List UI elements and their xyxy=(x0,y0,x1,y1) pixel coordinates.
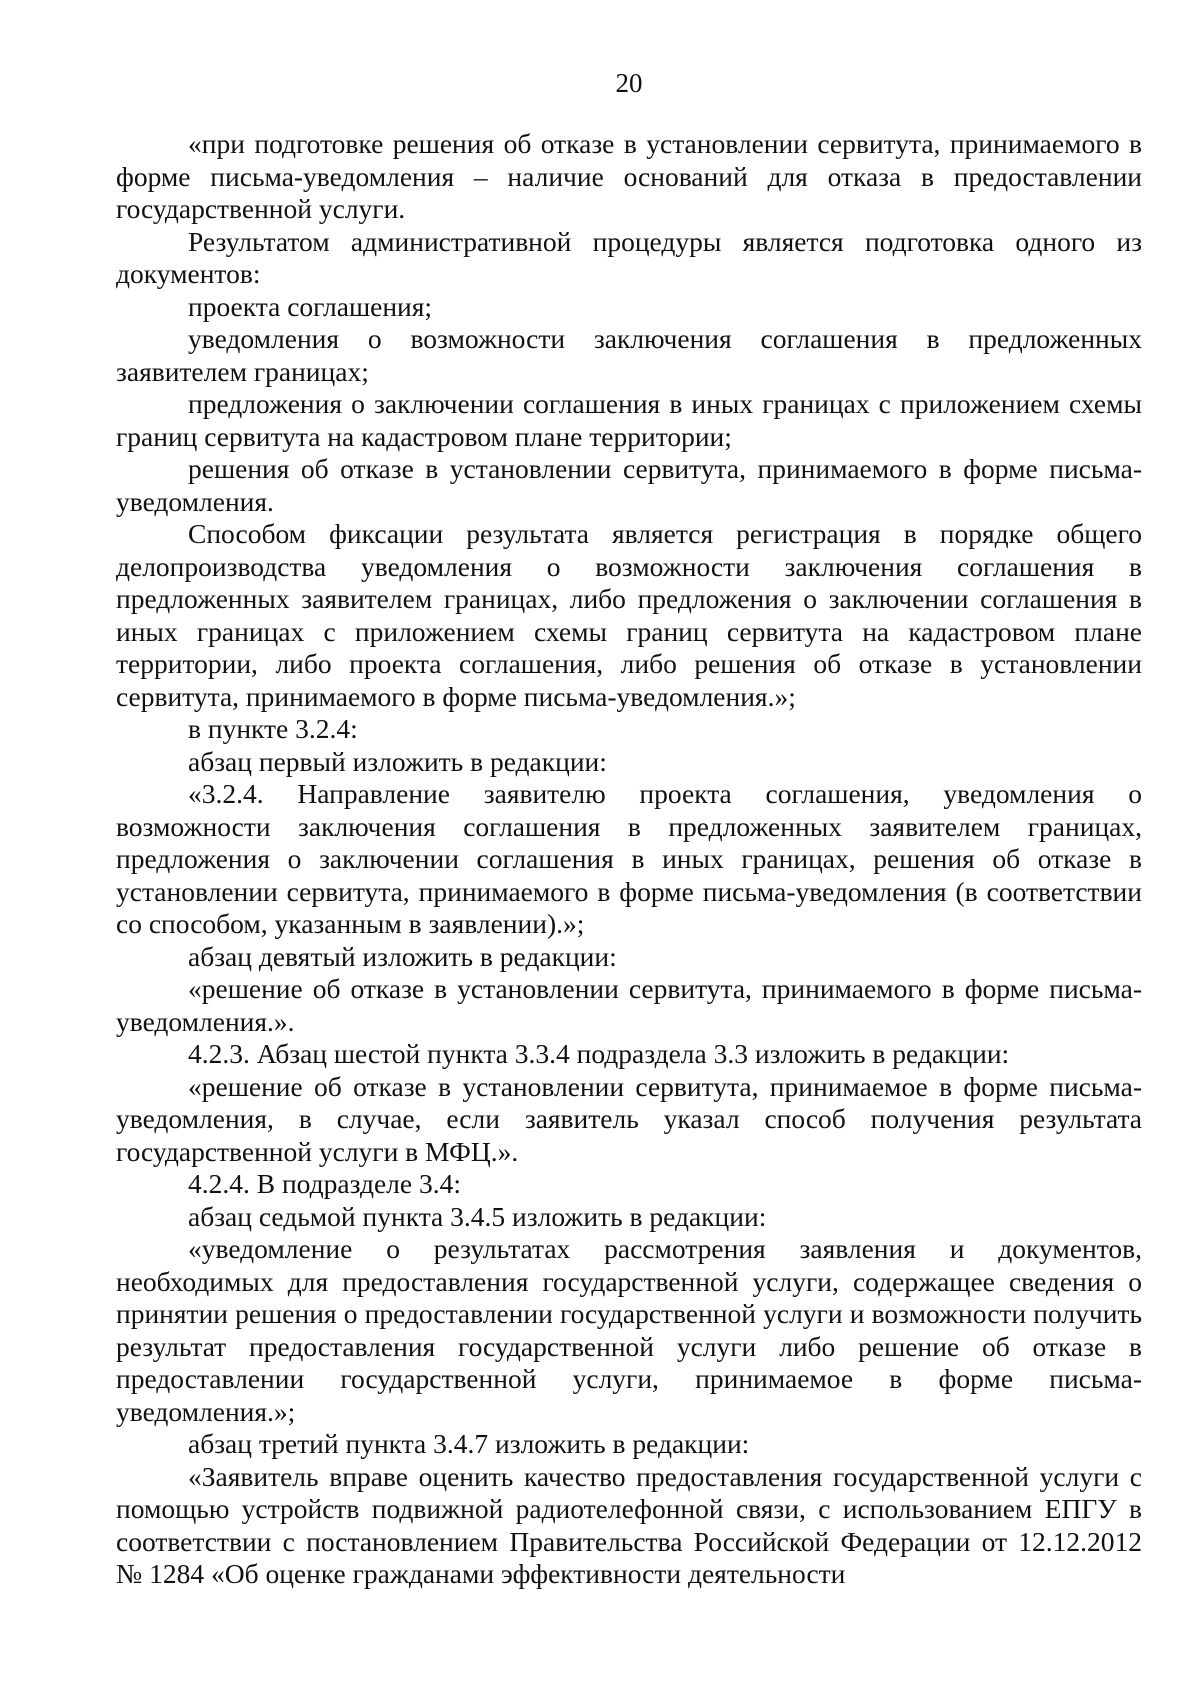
paragraph: решения об отказе в установлении сервитута, принимаемого в форме письма-уведомления. xyxy=(116,453,1142,517)
document-page xyxy=(116,68,1142,1591)
paragraph: абзац первый изложить в редакции: xyxy=(188,745,607,777)
paragraph: «решение об отказе в установлении сервитута, принимаемого в форме письма-уведомления.». xyxy=(116,973,1142,1037)
paragraph: Результатом административной процедуры является подготовка одного из документов: xyxy=(116,225,1142,289)
paragraph: абзац девятый изложить в редакции: xyxy=(188,940,617,972)
paragraph: «Заявитель вправе оценить качество предоставления государственной услуги с помощью устройств подвижной радиотелефонной связи, с использованием ЕПГУ в соответствии с постановлением Правительства Российской Федерации от 12.12.2012 № 1284 «Об оценке гражданами эффективности деятельности xyxy=(116,1460,1142,1589)
paragraph: уведомления о возможности заключения соглашения в предложенных заявителем границах; xyxy=(116,323,1142,387)
paragraph: в пункте 3.2.4: xyxy=(188,713,358,744)
paragraph: предложения о заключении соглашения в иных границах с приложением схемы границ сервитута на кадастровом плане территории; xyxy=(116,388,1142,452)
paragraph: 4.2.4. В подразделе 3.4: xyxy=(188,1168,461,1199)
paragraph: проекта соглашения; xyxy=(188,290,433,322)
paragraph: 4.2.3. Абзац шестой пункта 3.3.4 подраздела 3.3 изложить в редакции: xyxy=(188,1038,1010,1069)
paragraph: «3.2.4. Направление заявителю проекта соглашения, уведомления о возможности заключения соглашения в предложенных заявителем границах, предложения о заключении соглашения в иных границах, решения об отказе в установлении сервитута, принимаемого в форме письма-уведомления (в соответствии со способом, указанным в заявлении).»; xyxy=(116,778,1142,939)
paragraph: абзац третий пункта 3.4.7 изложить в редакции: xyxy=(188,1428,750,1459)
document-body xyxy=(116,128,1142,1591)
page-number: 20 xyxy=(615,68,643,98)
paragraph: «при подготовке решения об отказе в установлении сервитута, принимаемого в форме письма-уведомления – наличие оснований для отказа в предоставлении государственной услуги. xyxy=(116,128,1142,224)
paragraph: Способом фиксации результата является регистрация в порядке общего делопроизводства уведомления о возможности заключения соглашения в предложенных заявителем границах, либо предложения о заключении соглашения в иных границах с приложением схемы границ сервитута на кадастровом плане территории, либо проекта соглашения, либо решения об отказе в установлении сервитута, принимаемого в форме письма-уведомления.»; xyxy=(116,518,1142,712)
paragraph: «уведомление о результатах рассмотрения заявления и документов, необходимых для предоставления государственной услуги, содержащее сведения о принятии решения о предоставлении государственной услуги и возможности получить результат предоставления государственной услуги либо решение об отказе в предоставлении государственной услуги, принимаемое в форме письма-уведомления.»; xyxy=(116,1233,1142,1427)
paragraph: «решение об отказе в установлении сервитута, принимаемое в форме письма-уведомления, в случае, если заявитель указал способ получения результата государственной услуги в МФЦ.». xyxy=(116,1070,1142,1167)
paragraph: абзац седьмой пункта 3.4.5 изложить в редакции: xyxy=(188,1200,767,1232)
